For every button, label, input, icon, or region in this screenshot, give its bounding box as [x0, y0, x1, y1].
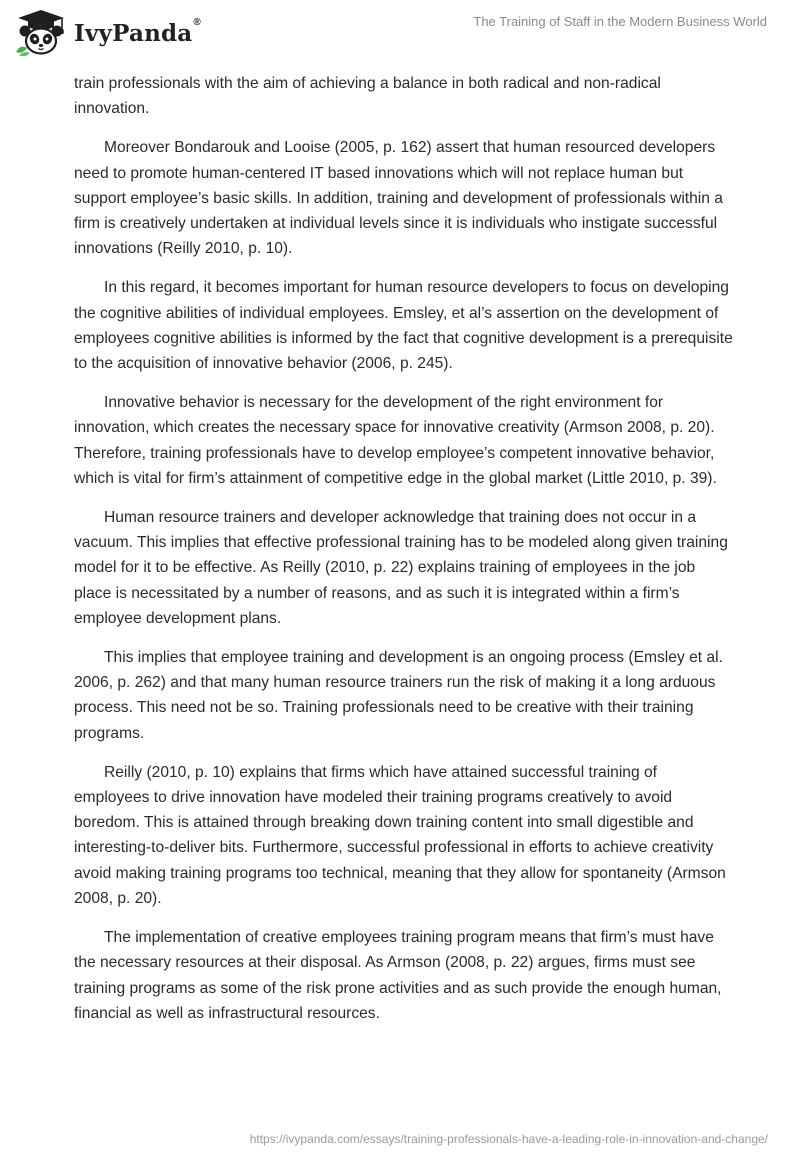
- paragraph: This implies that employee training and development is an ongoing process (Emsley et al. 2006, p. 262) and that many human resource trainers run the risk of making it a long arduous process. This need not be so. Training professionals need to be creative with their training programs.: [74, 649, 723, 742]
- document-title: The Training of Staff in the Modern Business World: [473, 14, 767, 29]
- brand-logo[interactable]: [14, 8, 201, 56]
- essay-body: [74, 71, 734, 1040]
- paragraph: Moreover Bondarouk and Looise (2005, p. 162) assert that human resourced developers need to promote human-centered IT based innovations which will not replace human but support employee’s basic skills. In addition, training and development of professionals within a firm is creatively undertaken at individual levels since it is individuals who instigate successful innovations (Reilly 2010, p. 10).: [74, 139, 723, 258]
- page-header: [0, 0, 800, 70]
- paragraph: Reilly (2010, p. 10) explains that firms which have attained successful training of employees to drive innovation have modeled their training programs creatively to avoid boredom. This is attained through breaking down training content into small digestible and interesting-to-deliver bits. Furthermore, successful professional in efforts to achieve creativity avoid making training programs too technical, meaning that they allow for spontaneity (Armson 2008, p. 20).: [74, 763, 726, 907]
- paragraph: Human resource trainers and developer acknowledge that training does not occur in a vacuum. This implies that effective professional training has to be modeled along given training model for it to be effective. As Reilly (2010, p. 22) explains training of employees in the job place is necessitated by a number of reasons, and as such it is integrated within a firm’s employee development plans.: [74, 509, 728, 627]
- brand-name: IvyPanda: [74, 19, 193, 47]
- registered-mark: ®: [193, 16, 201, 28]
- paragraph: The implementation of creative employees training program means that firm’s must have the necessary resources at their disposal. As Armson (2008, p. 22) argues, firms must see training programs as some of the risk prone activities and as such provide the enough human, financial as well as infrastructural resources.: [74, 929, 722, 1022]
- source-url[interactable]: https://ivypanda.com/essays/training-professionals-have-a-leading-role-in-innovation-and-change/: [249, 1132, 768, 1146]
- paragraph: In this regard, it becomes important for human resource developers to focus on developing the cognitive abilities of individual employees. Emsley, et al’s assertion on the development of employees cognitive abilities is informed by the fact that cognitive development is a prerequisite to the acquisition of innovative behavior (2006, p. 245).: [74, 279, 733, 373]
- paragraph: Innovative behavior is necessary for the development of the right environment for innovation, which creates the necessary space for innovative creativity (Armson 2008, p. 20). Therefore, training professionals have to develop employee’s competent innovative behavior, which is vital for firm’s attainment of competitive edge in the global market (Little 2010, p. 39).: [74, 394, 717, 487]
- paragraph: train professionals with the aim of achieving a balance in both radical and non-radical innovation.: [74, 75, 661, 118]
- panda-graduate-icon: [14, 8, 68, 56]
